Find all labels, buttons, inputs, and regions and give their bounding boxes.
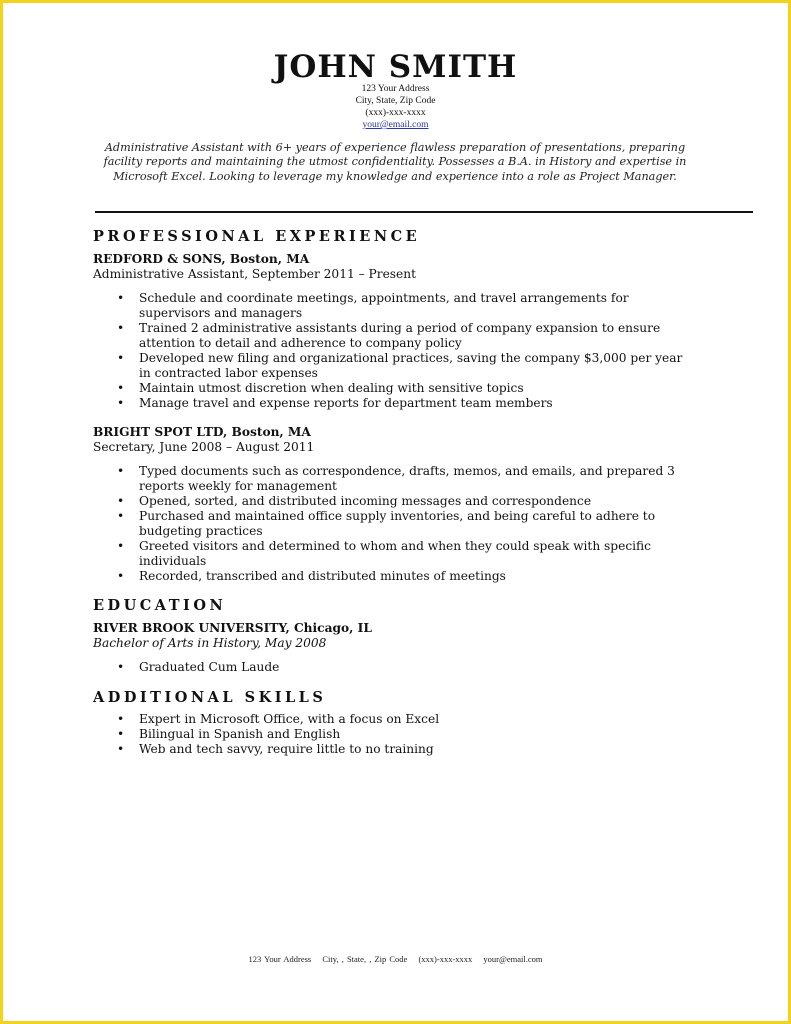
job-company: BRIGHT SPOT LTD, Boston, MA xyxy=(93,425,311,439)
resume-body xyxy=(93,228,733,757)
list-item: • Opened, sorted, and distributed incoming messages and correspondence xyxy=(117,494,592,508)
footer-city: City, , State, , Zip Code xyxy=(322,954,408,964)
footer-address: 123 Your Address xyxy=(248,954,312,964)
footer-phone: (xxx)-xxx-xxxx xyxy=(418,954,473,964)
list-item: • Maintain utmost discretion when dealing with sensitive topics xyxy=(117,381,524,395)
bullet-icon: • xyxy=(117,291,125,305)
education-bullets xyxy=(93,660,733,675)
address-line: 123 Your Address xyxy=(361,84,430,94)
list-item: • Recorded, transcribed and distributed minutes of meetings xyxy=(117,569,506,583)
bullet-icon: • xyxy=(117,569,125,583)
header-divider xyxy=(95,211,753,213)
resume-page xyxy=(3,3,788,1021)
list-item: • Trained 2 administrative assistants during a period of company expansion to ensure attention to detail and adherence to company policy xyxy=(117,321,661,350)
job-company: REDFORD & SONS, Boston, MA xyxy=(93,252,310,266)
list-item: • Graduated Cum Laude xyxy=(117,660,280,674)
job-role: Administrative Assistant, September 2011 – Present xyxy=(93,267,416,281)
city-line: City, State, Zip Code xyxy=(355,96,436,106)
list-item: • Bilingual in Spanish and English xyxy=(117,727,341,741)
experience-heading: PROFESSIONAL EXPERIENCE xyxy=(93,228,421,245)
summary-text: Administrative Assistant with 6+ years of experience flawless preparation of presentations, preparing facility reports and maintaining the utmost confidentiality. Possesses a B.A. in History and expertise in Microsoft Excel. Looking to leverage my knowledge and experience into a role as Project Manager. xyxy=(103,141,687,183)
bullet-icon: • xyxy=(117,539,125,553)
list-item: • Manage travel and expense reports for department team members xyxy=(117,396,553,410)
bullet-icon: • xyxy=(117,464,125,478)
bullet-icon: • xyxy=(117,396,125,410)
bullet-icon: • xyxy=(117,742,125,756)
footer-contact xyxy=(3,954,788,964)
email-link[interactable]: your@email.com xyxy=(362,120,429,130)
list-item: • Purchased and maintained office supply inventories, and being careful to adhere to budgeting practices xyxy=(117,509,656,538)
phone-line: (xxx)-xxx-xxxx xyxy=(365,108,426,118)
contact-block xyxy=(3,83,788,131)
school-name: RIVER BROOK UNIVERSITY, Chicago, IL xyxy=(93,621,372,635)
bullet-icon: • xyxy=(117,727,125,741)
list-item: • Expert in Microsoft Office, with a focus on Excel xyxy=(117,712,440,726)
skills-heading: ADDITIONAL SKILLS xyxy=(93,689,327,706)
bullet-icon: • xyxy=(117,712,125,726)
bullet-icon: • xyxy=(117,351,125,365)
bullet-icon: • xyxy=(117,509,125,523)
bullet-icon: • xyxy=(117,321,125,335)
education-heading: EDUCATION xyxy=(93,597,227,614)
bullet-icon: • xyxy=(117,381,125,395)
footer-email[interactable]: your@email.com xyxy=(483,954,543,964)
list-item: • Schedule and coordinate meetings, appointments, and travel arrangements for supervisors and managers xyxy=(117,291,629,320)
job-role: Secretary, June 2008 – August 2011 xyxy=(93,440,315,454)
skills-bullets xyxy=(93,712,733,757)
candidate-name: JOHN SMITH xyxy=(273,49,518,85)
job-bullets xyxy=(93,464,733,584)
list-item: • Web and tech savvy, require little to no training xyxy=(117,742,434,756)
bullet-icon: • xyxy=(117,494,125,508)
list-item: • Typed documents such as correspondence, drafts, memos, and emails, and prepared 3 reports weekly for management xyxy=(117,464,675,493)
job-bullets xyxy=(93,291,733,411)
list-item: • Greeted visitors and determined to whom and when they could speak with specific individuals xyxy=(117,539,651,568)
degree-text: Bachelor of Arts in History, May 2008 xyxy=(93,636,327,650)
bullet-icon: • xyxy=(117,660,125,674)
list-item: • Developed new filing and organizational practices, saving the company $3,000 per year in contracted labor expenses xyxy=(117,351,683,380)
